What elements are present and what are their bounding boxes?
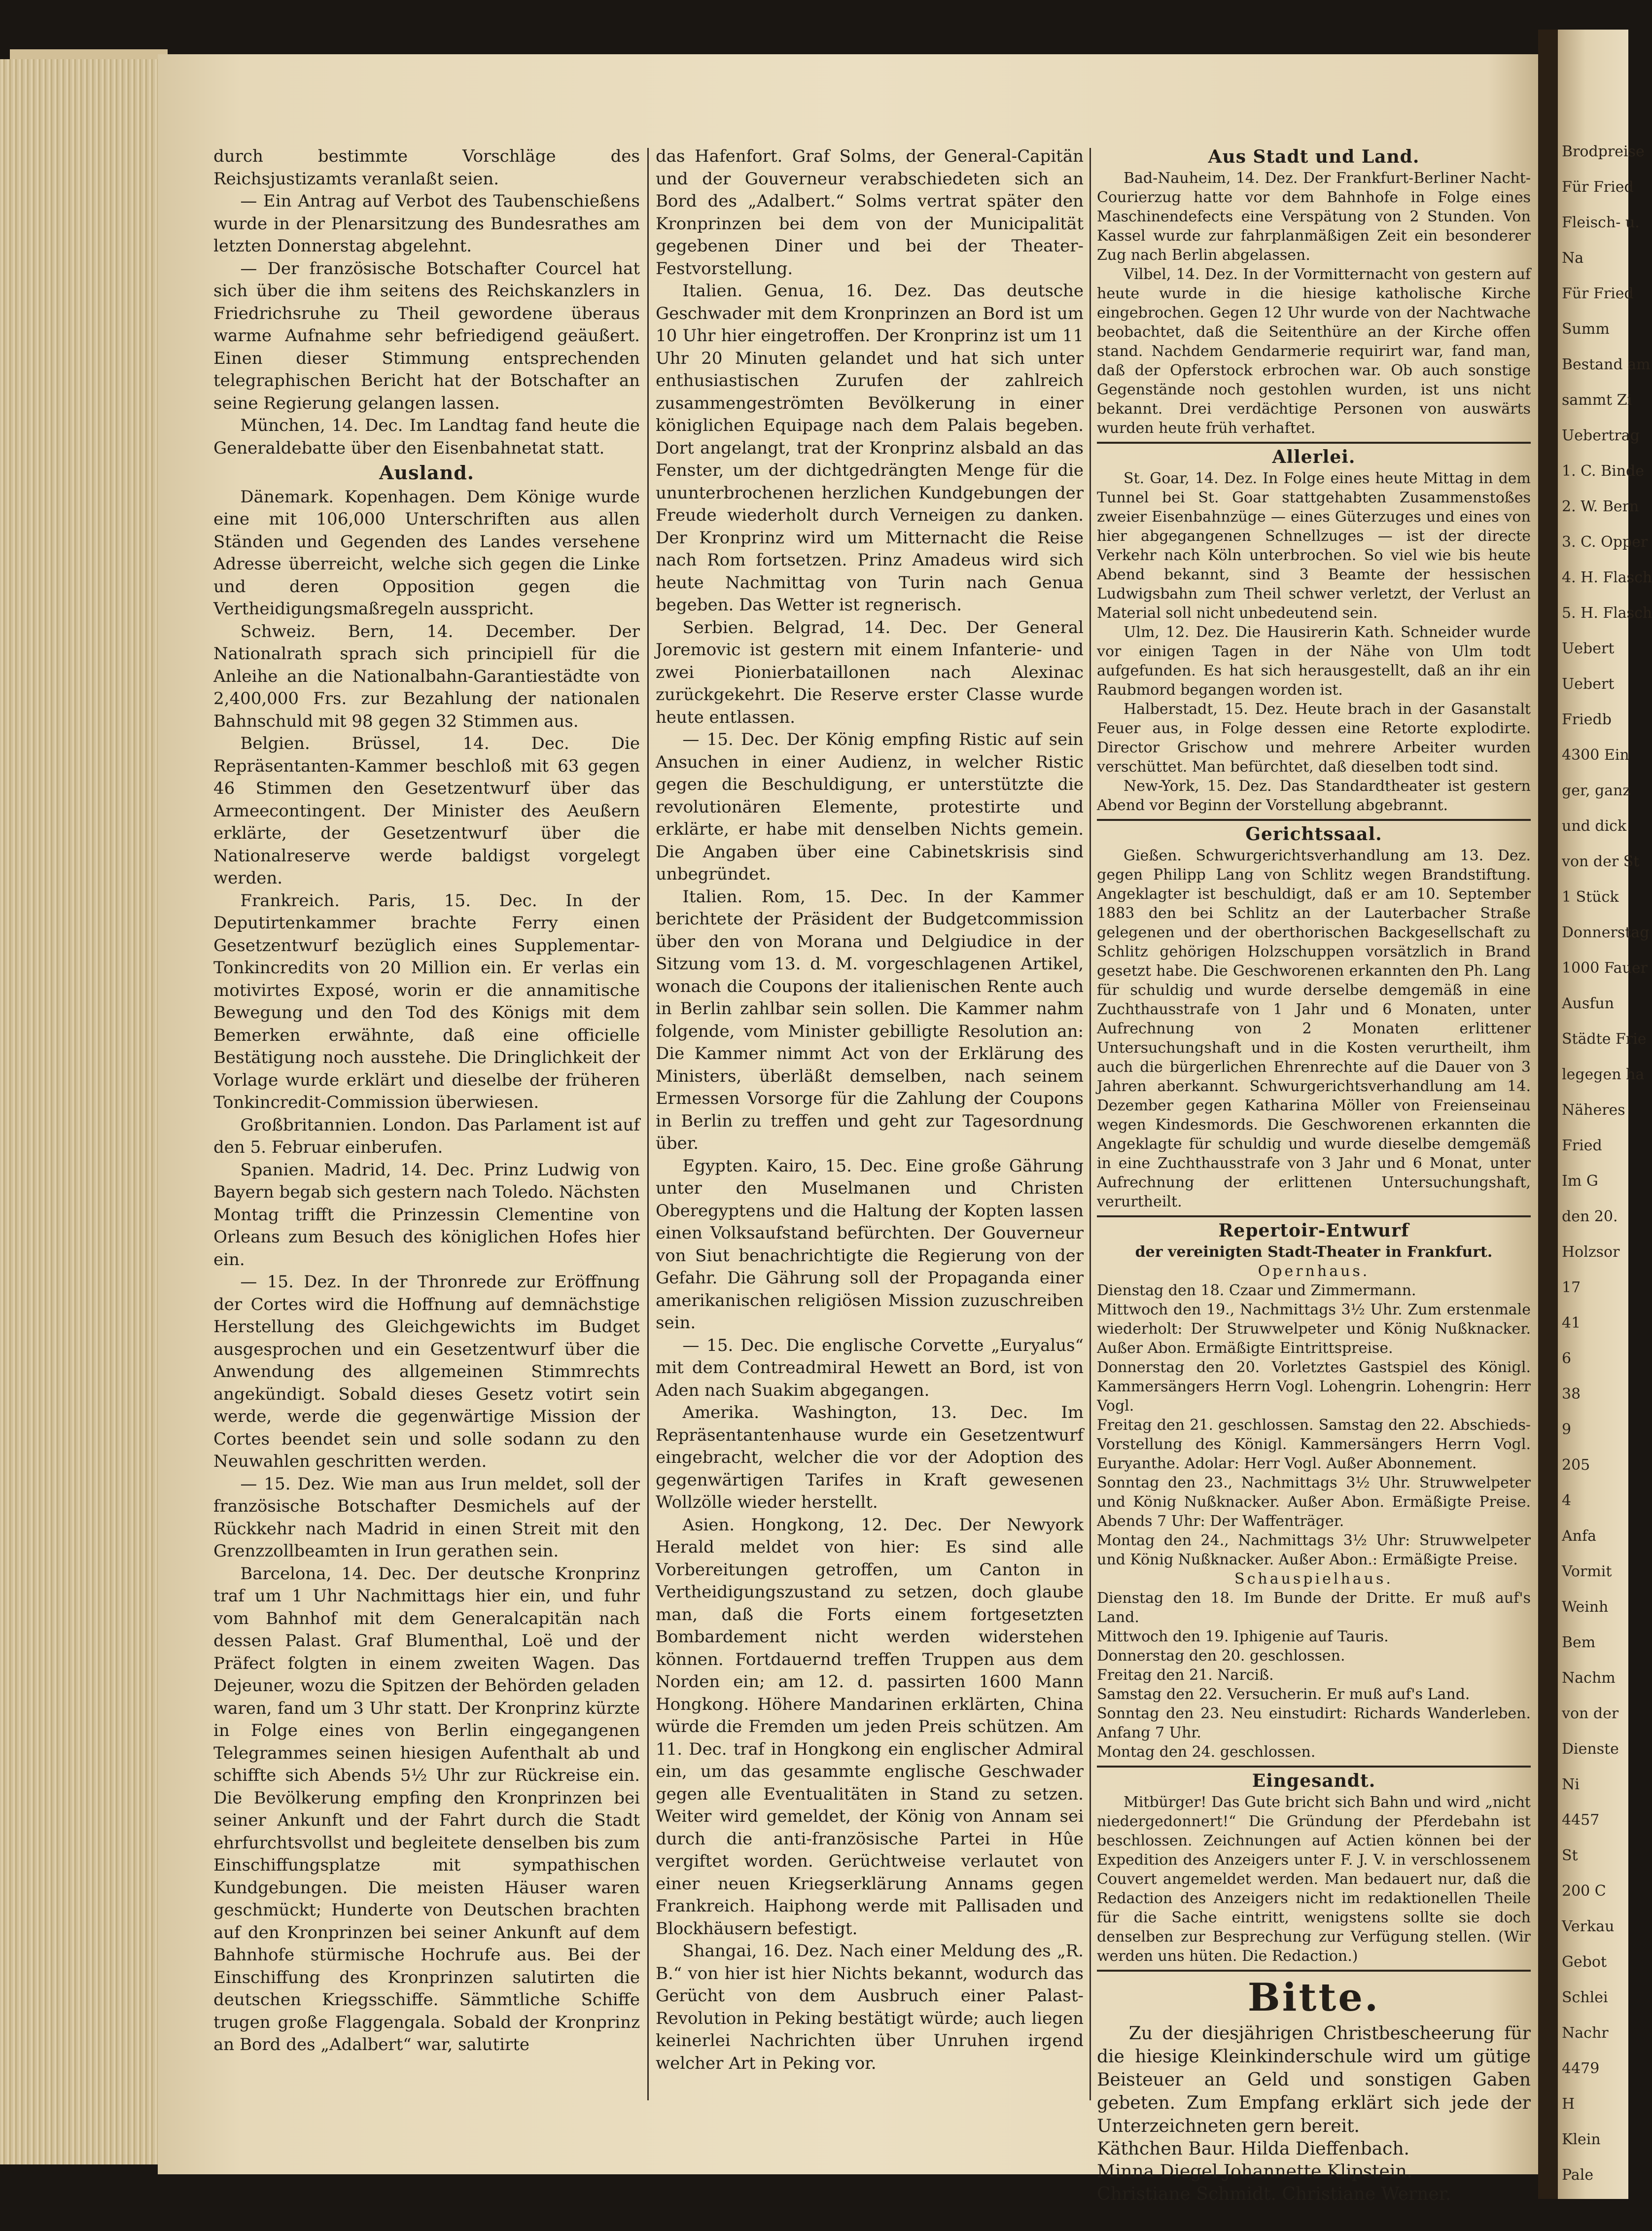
paragraph: Amerika. Washington, 13. Dec. Im Repräsentantenhause wurde ein Gesetzentwurf eingebracht, welcher die vor der Adoption des gegenwärtigen Tarifes in Kraft gewesenen Wollzölle wieder herstellt. <box>656 1403 1084 1512</box>
column-rule-2 <box>1090 148 1091 2100</box>
section-heading-allerlei: Allerlei. <box>1272 447 1356 467</box>
adjacent-page-text: und dick <box>1562 817 1627 835</box>
adjacent-page-text: von der St <box>1562 853 1640 870</box>
column-2 <box>656 145 1084 2075</box>
adjacent-page-text: Nachm <box>1562 1669 1616 1687</box>
schedule-entry: Freitag den 21. geschlossen. Samstag den 22. Abschieds-Vorstellung des Königl. Kammersängers Herrn Vogl. Euryanthe. Adolar: Herr Vogl. Außer Abonnement. <box>1097 1417 1531 1472</box>
paragraph: — 15. Dez. In der Thronrede zur Eröffnung der Cortes wird die Hoffnung auf demnächstige Herstellung des Gleichgewichts im Budget ausgesprochen und ein Gesetzentwurf über die Anwendung des allgemeinen Stimmrechts angekündigt. Sobald dieses Gesetz votirt sein werde, werde die gegenwärtige Mission der Cortes beendet sein und solle sodann zu den Neuwahlen geschritten werden. <box>213 1272 640 1471</box>
adjacent-page-text: Nachr <box>1562 2024 1609 2042</box>
book-gutter <box>1538 30 1558 2199</box>
adjacent-page-text: Summ <box>1562 320 1610 338</box>
schedule-entry: Mittwoch den 19., Nachmittags 3½ Uhr. Zum erstenmale wiederholt: Der Struwwelpeter und König Nußknacker. Außer Abon. Ermäßigte Eintrittspreise. <box>1097 1301 1531 1357</box>
adjacent-page-text: 3. C. Opper <box>1562 533 1648 551</box>
adjacent-page-text: Uebertrag <box>1562 427 1640 444</box>
paragraph: Halberstadt, 15. Dez. Heute brach in der Gasanstalt Feuer aus, in Folge dessen eine Retorte explodirte. Director Grischow und mehrere Arbeiter wurden verschüttet. Man befürchtet, daß dieselben todt sind. <box>1097 701 1531 776</box>
adjacent-page-text: ger, ganz <box>1562 782 1631 799</box>
paragraph: durch bestimmte Vorschläge des Reichsjustizamts veranlaßt seien. <box>213 146 640 189</box>
adjacent-page-text: 4. H. Flasch <box>1562 569 1652 586</box>
adjacent-page-text: St <box>1562 1847 1578 1864</box>
signer-line: Minna Diegel Johannette Klipstein. <box>1097 2161 1413 2182</box>
adjacent-page-text: Schlei <box>1562 1989 1608 2006</box>
adjacent-page-text: Weinh <box>1562 1598 1609 1616</box>
adjacent-page-text: 38 <box>1562 1385 1581 1403</box>
adjacent-page-text: legegen ha <box>1562 1066 1645 1083</box>
adjacent-page-text: 1. C. Binde <box>1562 462 1645 480</box>
adjacent-page-text: 4457 <box>1562 1811 1600 1829</box>
schedule-entry: Montag den 24. geschlossen. <box>1097 1743 1316 1761</box>
adjacent-page-text: Vormit <box>1562 1563 1612 1580</box>
schauspielhaus-heading: Schauspielhaus. <box>1234 1570 1393 1588</box>
adjacent-page-text: Gebot <box>1562 1953 1607 1971</box>
adjacent-page-text: 1000 Fauer <box>1562 959 1648 977</box>
adjacent-page-text: Für Fried <box>1562 178 1634 196</box>
adjacent-page-text: Pale <box>1562 2166 1594 2184</box>
adjacent-page-text: Brodpreise <box>1562 143 1645 160</box>
adjacent-page-text: Klein <box>1562 2131 1601 2148</box>
adjacent-page-text: Friedb <box>1562 711 1612 728</box>
adjacent-page-text: Anfa <box>1562 1527 1596 1545</box>
adjacent-page-text: sammt Zi <box>1562 391 1632 409</box>
section-divider <box>1097 442 1531 444</box>
paragraph: Dänemark. Kopenhagen. Dem Könige wurde eine mit 106,000 Unterschriften aus allen Ständen und Gegenden des Landes versehene Adresse überreicht, welche sich gegen die Linke und deren Opposition gegen die Vertheidigungsmaßregeln ausspricht. <box>213 487 640 619</box>
adjacent-page-text: Im G <box>1562 1172 1598 1190</box>
column-1 <box>213 145 640 2056</box>
paragraph: das Hafenfort. Graf Solms, der General-Capitän und der Gouverneur verabschiedeten sich an Bord des „Adalbert.“ Solms vertrat später den Kronprinzen bei dem von der Municipalität gegebenen Diner und bei der Theater-Festvorstellung. <box>656 146 1084 279</box>
adjacent-page-text: Verkau <box>1562 1918 1615 1935</box>
adjacent-page-text: Bestand am <box>1562 356 1651 373</box>
adjacent-page-text: 4300 Ein <box>1562 746 1629 764</box>
adjacent-page-text: Für Fried <box>1562 285 1634 302</box>
schedule-entry: Sonntag den 23., Nachmittags 3½ Uhr. Struwwelpeter und König Nußknacker. Außer Abon. Ermäßigte Preise. Abends 7 Uhr: Der Waffenträger. <box>1097 1474 1531 1530</box>
section-divider <box>1097 819 1531 821</box>
adjacent-page-text: 9 <box>1562 1421 1572 1438</box>
adjacent-page-text: Uebert <box>1562 675 1615 693</box>
schedule-entry: Mittwoch den 19. Iphigenie auf Tauris. <box>1097 1628 1389 1645</box>
adjacent-page-text: Ni <box>1562 1776 1580 1793</box>
schedule-entry: Sonntag den 23. Neu einstudirt: Richards Wanderleben. Anfang 7 Uhr. <box>1097 1705 1531 1741</box>
adjacent-page-text: Fried <box>1562 1137 1602 1154</box>
opernhaus-heading: Opernhaus. <box>1258 1263 1370 1280</box>
paragraph: Zu der diesjährigen Christbescheerung für die hiesige Kleinkinderschule wird um gütige Beisteuer an Geld und sonstigen Gaben gebeten. Zum Empfang erklärt sich jede der Unterzeichneten gern bereit. <box>1097 2023 1531 2136</box>
signer-line: Käthchen Baur. Hilda Dieffenbach. <box>1097 2139 1409 2159</box>
section-heading-repertoire: Repertoir-Entwurf <box>1218 1220 1409 1241</box>
adjacent-page-text: 2. W. Bern <box>1562 498 1639 515</box>
paragraph: Vilbel, 14. Dez. In der Vormitternacht von gestern auf heute wurde in die hiesige katholische Kirche eingebrochen. Gegen 12 Uhr wurde von der Nachtwache beobachtet, daß die Seitenthüre an der Kirche offen stand. Nachdem Gendarmerie requirirt war, fand man, daß der Opferstock erbrochen war. Ob auch sonstige Gegenstände noch gestohlen wurden, ist uns nicht bekannt. Drei verdächtige Personen von auswärts wurden heute früh verhaftet. <box>1097 266 1531 437</box>
paragraph: Bad-Nauheim, 14. Dez. Der Frankfurt-Berliner Nacht-Courierzug hatte vor dem Bahnhofe in Folge eines Maschinendefects eine Verspätung von 2 Stunden. Von Kassel wurde zur fahrplanmäßigen Zeit ein besonderer Zug nach Berlin abgelassen. <box>1097 170 1531 264</box>
adjacent-page-text: 200 C <box>1562 1882 1606 1900</box>
paragraph: Asien. Hongkong, 12. Dec. Der Newyork Herald meldet von hier: Es sind alle Vorbereitungen getroffen, um Canton in Vertheidigungszustand zu setzen, doch glaube man, daß die Forts einem fortgesetzten Bombardement nicht werden widerstehen können. Fortdauernd treffen Truppen aus dem Norden ein; am 12. d. passirten 1600 Mann Hongkong. Höhere Mandarinen erklärten, China würde die Fremden um jeden Preis schützen. Am 11. Dec. traf in Hongkong ein englischer Admiral ein, um das gesammte englische Geschwader gegen alle Eventualitäten in Stand zu setzen. Weiter wird gemeldet, der König von Annam sei durch die anti-französische Partei in Hûe vergiftet worden. Gerüchtweise verlautet von einer neuen Kriegserklärung Annams gegen Frankreich. Haiphong werde mit Pallisaden und Blockhäusern befestigt. <box>656 1515 1084 1939</box>
paragraph: Egypten. Kairo, 15. Dec. Eine große Gährung unter den Muselmanen und Christen Oberegyptens und die Haltung der Kopten lassen einen Volksaufstand befürchten. Der Gouverneur von Siut benachrichtigte die Regierung von der Gefahr. Die Gährung soll der Propaganda einer amerikanischen religiösen Mission zuzuschreiben sein. <box>656 1156 1084 1333</box>
adjacent-page-text: Dienste <box>1562 1740 1619 1758</box>
adjacent-page-text: Uebert <box>1562 640 1615 657</box>
section-heading-stadt: Aus Stadt und Land. <box>1208 146 1420 167</box>
column-3 <box>1097 145 1531 2206</box>
section-heading-eingesandt: Eingesandt. <box>1252 1771 1376 1791</box>
paragraph: Italien. Genua, 16. Dez. Das deutsche Geschwader mit dem Kronprinzen an Bord ist um 10 Uhr hier eingetroffen. Der Kronprinz ist um 11 Uhr 20 Minuten gelandet und hat sich unter enthusiastischen Zurufen der zahlreich zusammengeströmten Bevölkerung in einer königlichen Equipage nach dem Palais begeben. Dort angelangt, trat der Kronprinz alsbald an das Fenster, um der dichtgedrängten Menge für die ununterbrochenen herzlichen Kundgebungen der Freude wiederholt durch Verneigen zu danken. Der Kronprinz wird um Mitternacht die Reise nach Rom fortsetzen. Prinz Amadeus wird sich heute Nachmittag von Turin nach Genua begeben. Das Wetter ist regnerisch. <box>656 281 1084 615</box>
paragraph: Serbien. Belgrad, 14. Dec. Der General Joremovic ist gestern mit einem Infanterie- und zwei Pionierbataillonen nach Alexinac zurückgekehrt. Die Reserve erster Classe wurde heute entlassen. <box>656 617 1084 727</box>
paragraph: — Ein Antrag auf Verbot des Taubenschießens wurde in der Plenarsitzung des Bundesrathes am letzten Donnerstag abgelehnt. <box>213 191 640 256</box>
paragraph: Schweiz. Bern, 14. December. Der Nationalrath sprach sich principiell für die Anleihe an die Nationalbahn-Garantiestädte von 2,400,000 Frs. zur Bezahlung der nationalen Bahnschuld mit 98 gegen 32 Stimmen aus. <box>213 621 640 731</box>
adjacent-page-text: 41 <box>1562 1314 1581 1332</box>
schedule-entry: Samstag den 22. Versucherin. Er muß auf's Land. <box>1097 1686 1470 1703</box>
paragraph: — 15. Dec. Der König empfing Ristic auf sein Ansuchen in einer Audienz, in welcher Ristic gegen die Beschuldigung, er unterstützte die revolutionären Elemente, protestirte und erklärte, er habe mit denselben Nichts gemein. Die Angaben über eine Cabinetskrisis sind unbegründet. <box>656 730 1084 884</box>
paragraph: Barcelona, 14. Dec. Der deutsche Kronprinz traf um 1 Uhr Nachmittags hier ein, und fuhr vom Bahnhof mit dem Generalcapitän nach dessen Palast. Graf Blumenthal, Loë und der Präfect folgten in einem zweiten Wagen. Das Dejeuner, wozu die Spitzen der Behörden geladen waren, fand um 3 Uhr statt. Der Kronprinz kürzte in Folge eines von Berlin eingegangenen Telegrammes seinen hiesigen Aufenthalt ab und schiffte sich Abends 5½ Uhr zur Rückreise ein. Die Bevölkerung empfing den Kronprinzen bei seiner Ankunft und der Fahrt durch die Stadt ehrfurchtsvollst und begleitete denselben bis zum Einschiffungsplatze mit sympathischen Kundgebungen. Die meisten Häuser waren geschmückt; Hunderte von Deutschen brachten auf den Kronprinzen bei seiner Ankunft auf dem Bahnhofe stürmische Hochrufe aus. Bei der Einschiffung des Kronprinzen salutirten die deutschen Kriegsschiffe. Sämmtliche Schiffe trugen große Flaggengala. Sobald der Kronprinz an Bord des „Adalbert“ war, salutirte <box>213 1563 640 2054</box>
paragraph: — 15. Dec. Die englische Corvette „Euryalus“ mit dem Contreadmiral Hewett an Bord, ist von Aden nach Suakim abgegangen. <box>656 1335 1084 1400</box>
paragraph: — 15. Dez. Wie man aus Irun meldet, soll der französische Botschafter Desmichels auf der Rückkehr nach Madrid in einen Streit mit den Grenzzollbeamten in Irun gerathen sein. <box>213 1474 640 1561</box>
adjacent-page-text: den 20. <box>1562 1208 1618 1225</box>
adjacent-page-text: 4 <box>1562 1492 1572 1509</box>
adjacent-page-text: 4479 <box>1562 2060 1600 2077</box>
adjacent-page-text: 6 <box>1562 1350 1572 1367</box>
adjacent-page-text: Holzsor <box>1562 1243 1620 1261</box>
section-divider <box>1097 1970 1531 1972</box>
schedule-entry: Donnerstag den 20. Vorletztes Gastspiel des Königl. Kammersängers Herrn Vogl. Lohengrin. Lohengrin: Herr Vogl. <box>1097 1359 1531 1415</box>
bitte-heading: Bitte. <box>1247 1975 1380 2020</box>
paragraph: — Der französische Botschafter Courcel hat sich über die ihm seitens des Reichskanzlers in Friedrichsruhe zu Theil gewordene überaus warme Aufnahme sehr befriedigend geäußert. Einen dieser Stimmung entsprechenden telegraphischen Bericht hat der Botschafter an seine Regierung gelangen lassen. <box>213 258 640 413</box>
page-edges-stack <box>0 59 163 2164</box>
paragraph: München, 14. Dec. Im Landtag fand heute die Generaldebatte über den Eisenbahnetat statt. <box>213 416 640 458</box>
schedule-entry: Freitag den 21. Narciß. <box>1097 1666 1274 1684</box>
adjacent-page-text: Bem <box>1562 1634 1596 1651</box>
paragraph: Shangai, 16. Dez. Nach einer Meldung des „R. B.“ von hier ist hier Nichts bekannt, wodurch das Gerücht von dem Ausbruch einer Palast-Revolution in Peking bestätigt würde; auch liegen keinerlei Nachrichten über Unruhen irgend welcher Art in Peking vor. <box>656 1941 1084 2073</box>
paragraph: Spanien. Madrid, 14. Dec. Prinz Ludwig von Bayern begab sich gestern nach Toledo. Nächsten Montag trifft die Prinzessin Clementine von Orleans zum Besuch des königlichen Hofes hier ein. <box>213 1160 640 1270</box>
adjacent-page-text: Näheres <box>1562 1101 1625 1119</box>
adjacent-page-text: 17 <box>1562 1279 1581 1296</box>
paragraph: Gießen. Schwurgerichtsverhandlung am 13. Dez. gegen Philipp Lang von Schlitz wegen Brandstiftung. Angeklagter ist beschuldigt, daß er am 10. September 1883 den bei Schlitz an der Lauterbacher Straße gelegenen und der oberthorischen Backgesellschaft zu Schlitz gehörigen Holzschuppen vorsätzlich in Brand gesetzt habe. Die Geschworenen erkannten den Ph. Lang für schuldig und wurde derselbe demgemäß in eine Zuchthausstrafe von 1 Jahr und 6 Monaten, unter Aufrechnung von 2 Monaten erlittener Untersuchungshaft und in die Kosten verurtheilt, ihm auch die bürgerlichen Ehrenrechte auf die Dauer von 3 Jahren aberkannt. Schwurgerichtsverhandlung am 14. Dezember gegen Katharina Möller von Freienseinau wegen Kindesmords. Die Geschworenen erkannten die Angeklagte für schuldig und wurde dieselbe demgemäß in eine Zuchthausstrafe von 3 Jahr und 6 Monat, unter Aufrechnung der erlittenen Untersuchungshaft, verurtheilt. <box>1097 847 1531 1210</box>
adjacent-page-text: 5. H. Flasch <box>1562 604 1652 622</box>
adjacent-page-text: 1 Stück <box>1562 888 1619 906</box>
adjacent-page-text: H <box>1562 2095 1575 2113</box>
section-heading-gerichtssaal: Gerichtssaal. <box>1245 824 1382 845</box>
schedule-entry: Montag den 24., Nachmittags 3½ Uhr: Struwwelpeter und König Nußknacker. Außer Abon.: Ermäßigte Preise. <box>1097 1532 1531 1568</box>
paragraph: Frankreich. Paris, 15. Dec. In der Deputirtenkammer brachte Ferry einen Gesetzentwurf bezüglich eines Supplementar-Tonkincredits von 20 Million ein. Er verlas ein motivirtes Exposé, worin er die annamitische Bewegung und den Tod des Königs mit dem Bemerken erwähnte, daß eine officielle Bestätigung noch ausstehe. Die Dringlichkeit der Vorlage wurde erklärt und dieselbe der früheren Tonkincredit-Commission überwiesen. <box>213 890 640 1112</box>
column-rule-1 <box>647 148 649 2100</box>
section-heading-ausland: Ausland. <box>379 461 474 484</box>
schedule-entry: Donnerstag den 20. geschlossen. <box>1097 1647 1345 1664</box>
paragraph: New-York, 15. Dez. Das Standardtheater ist gestern Abend vor Beginn der Vorstellung abgebrannt. <box>1097 778 1531 814</box>
section-divider <box>1097 1766 1531 1768</box>
paragraph: St. Goar, 14. Dez. In Folge eines heute Mittag in dem Tunnel bei St. Goar stattgehabten Zusammenstoßes zweier Eisenbahnzüge — eines Güterzuges und eines von hier abgegangenen Schnellzuges — ist der directe Verkehr nach Köln unterbrochen. So viel wie bis heute Abend bekannt, sind 3 Beamte der hessischen Ludwigsbahn zum Theil schwer verletzt, der Verlust an Material soll nicht unbedeutend sein. <box>1097 470 1531 622</box>
signer-line: Christiane Schmidt. Christiane Werner. <box>1097 2184 1451 2204</box>
adjacent-page-text: von der <box>1562 1705 1619 1722</box>
schedule-entry: Dienstag den 18. Im Bunde der Dritte. Er muß auf's Land. <box>1097 1590 1531 1626</box>
section-divider <box>1097 1215 1531 1217</box>
paragraph: Ulm, 12. Dez. Die Hausirerin Kath. Schneider wurde vor einigen Tagen in der Nähe von Ulm todt aufgefunden. Es hat sich herausgestellt, daß an ihr ein Raubmord begangen worden ist. <box>1097 624 1531 699</box>
paragraph: Mitbürger! Das Gute bricht sich Bahn und wird „nicht niedergedonnert!“ Die Gründung der Pferdebahn ist beschlossen. Zeichnungen auf Actien können bei der Expedition des Anzeigers unter F. J. V. in verschlossenem Couvert angemeldet werden. Man bedauert nur, daß die Redaction des Anzeigers nicht im redaktionellen Theile für die Sache eintritt, wenigstens sollte sie doch denselben zur Besprechung zur Verfügung stellen. (Wir werden uns hüten. Die Redaction.) <box>1097 1794 1531 1965</box>
paragraph: Großbritannien. London. Das Parlament ist auf den 5. Februar einberufen. <box>213 1115 640 1157</box>
adjacent-page-text: Fleisch- u. <box>1562 214 1640 231</box>
adjacent-page-text: Städte Frie <box>1562 1030 1647 1048</box>
schedule-entry: Dienstag den 18. Czaar und Zimmermann. <box>1097 1282 1416 1299</box>
adjacent-page-text: Na <box>1562 249 1584 267</box>
repertoire-subtitle: der vereinigten Stadt-Theater in Frankfurt. <box>1135 1243 1493 1261</box>
paragraph: Belgien. Brüssel, 14. Dec. Die Repräsentanten-Kammer beschloß mit 63 gegen 46 Stimmen den Gesetzentwurf über das Armeecontingent. Der Minister des Aeußern erklärte, der Gesetzentwurf über die Nationalreserve werde baldigst vorgelegt werden. <box>213 734 640 888</box>
paragraph: Italien. Rom, 15. Dec. In der Kammer berichtete der Präsident der Budgetcommission über den von Morana und Delgiudice in der Sitzung vom 13. d. M. vorgeschlagenen Artikel, wonach die Coupons der italienischen Rente auch in Berlin zahlbar sein sollen. Die Kammer nahm folgende, vom Minister gebilligte Resolution an: Die Kammer nimmt Act von der Erklärung des Ministers, überläßt demselben, nach seinem Ermessen Vorsorge für die Zahlung der Coupons in Berlin zu treffen und geht zur Tagesordnung über. <box>656 886 1084 1153</box>
adjacent-page-text: 205 <box>1562 1456 1590 1474</box>
adjacent-page-fragment <box>1558 30 1652 2199</box>
adjacent-page-text: Donnerstag <box>1562 924 1650 941</box>
adjacent-page-text: Ausfun <box>1562 995 1615 1012</box>
